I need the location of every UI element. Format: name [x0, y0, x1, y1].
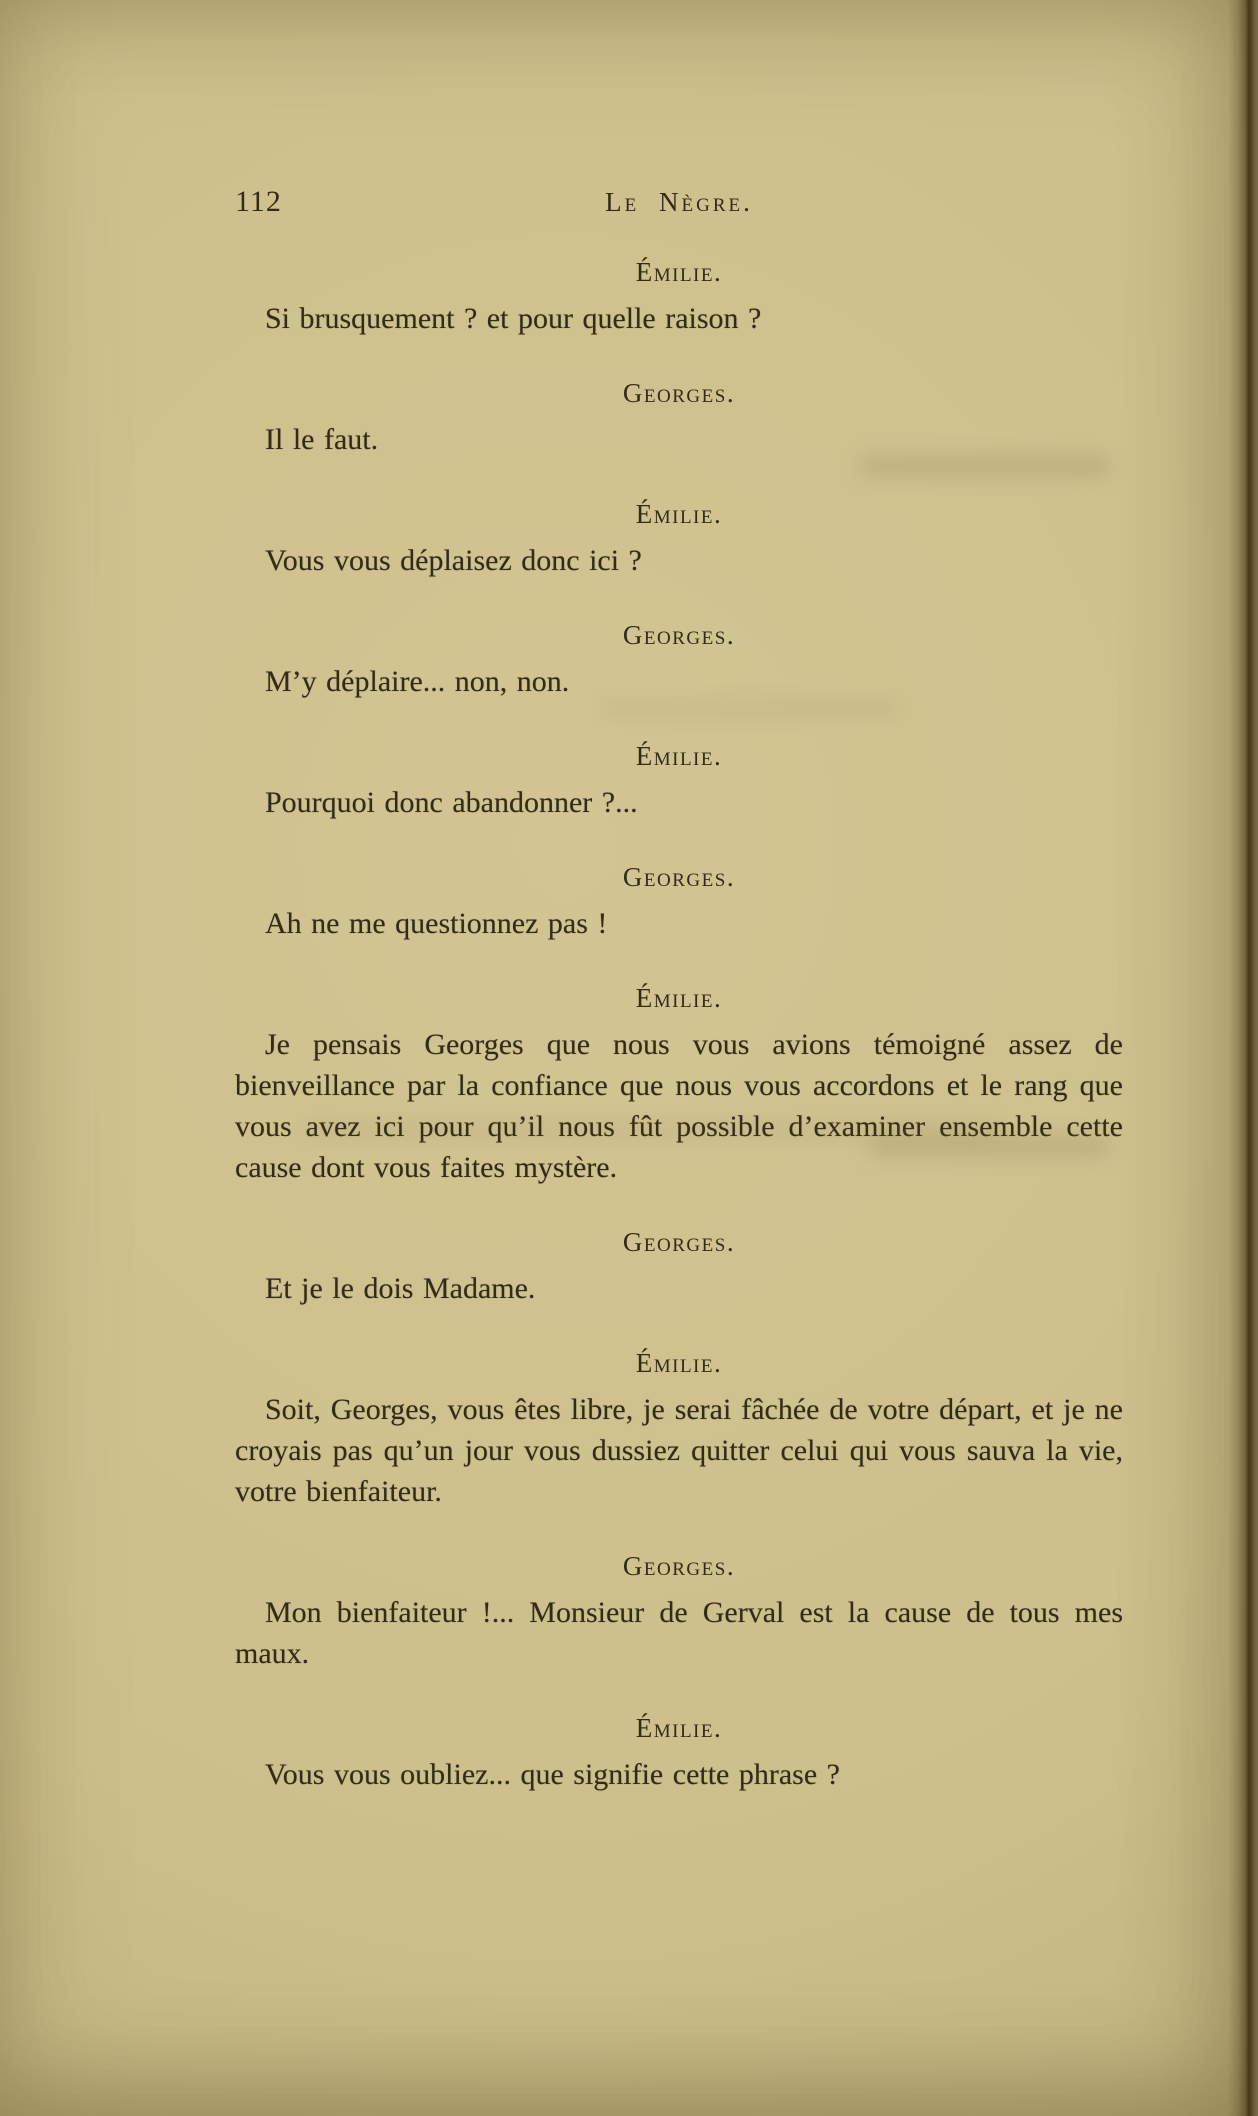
speaker-name: Émilie.	[635, 257, 723, 287]
dialogue-block	[235, 1226, 1123, 1309]
dialogue-text: Et je le dois Madame.	[265, 1272, 536, 1305]
dialogue-block	[235, 619, 1123, 702]
dialogue-block	[235, 982, 1123, 1188]
dialogue-block	[235, 1347, 1123, 1512]
dialogue-text: Pourquoi donc abandonner ?...	[265, 786, 638, 819]
dialogue-text: Vous vous oubliez... que signifie cette phrase ?	[265, 1758, 840, 1791]
speaker-name: Georges.	[622, 1551, 736, 1581]
speaker-name: Émilie.	[635, 499, 723, 529]
dialogue-text: Il le faut.	[265, 423, 379, 456]
text-block	[235, 0, 1123, 1795]
speaker-name: Émilie.	[635, 741, 723, 771]
dialogue-block	[235, 740, 1123, 823]
dialogue-text: Mon bienfaiteur !... Monsieur de Gerval est la cause de tous mes maux.	[235, 1596, 1123, 1670]
page-header	[235, 186, 1123, 218]
dialogue-block	[235, 1712, 1123, 1795]
dialogue-block	[235, 1550, 1123, 1674]
dialogue-text: Je pensais Georges que nous vous avions témoigné assez de bienveillance par la confiance que nous vous accordons et le rang que vous avez ici pour qu’il nous fût possible d’examiner ensemble cette cause dont vous faites mystère.	[235, 1028, 1123, 1184]
dialogue-text: M’y déplaire... non, non.	[265, 665, 570, 698]
dialogue-text: Soit, Georges, vous êtes libre, je serai fâchée de votre départ, et je ne croyais pas qu’un jour vous dussiez quitter celui qui vous sauva la vie, votre bienfaiteur.	[235, 1393, 1123, 1508]
speaker-name: Georges.	[622, 378, 736, 408]
speaker-name: Émilie.	[635, 983, 723, 1013]
book-page-edge-shadow	[1228, 0, 1258, 2116]
speaker-name: Émilie.	[635, 1348, 723, 1378]
dialogue-block	[235, 377, 1123, 460]
dialogue-block	[235, 498, 1123, 581]
speaker-name: Georges.	[622, 862, 736, 892]
dialogue-text: Si brusquement ? et pour quelle raison ?	[265, 302, 762, 335]
page-number: 112	[235, 185, 282, 218]
dialogue-block	[235, 256, 1123, 339]
speaker-name: Émilie.	[635, 1713, 723, 1743]
speaker-name: Georges.	[622, 620, 736, 650]
speaker-name: Georges.	[622, 1227, 736, 1257]
dialogue-text: Vous vous déplaisez donc ici ?	[265, 544, 642, 577]
dialogue-text: Ah ne me questionnez pas !	[265, 907, 608, 940]
dialogue-block	[235, 861, 1123, 944]
running-title: Le Nègre.	[605, 187, 753, 217]
